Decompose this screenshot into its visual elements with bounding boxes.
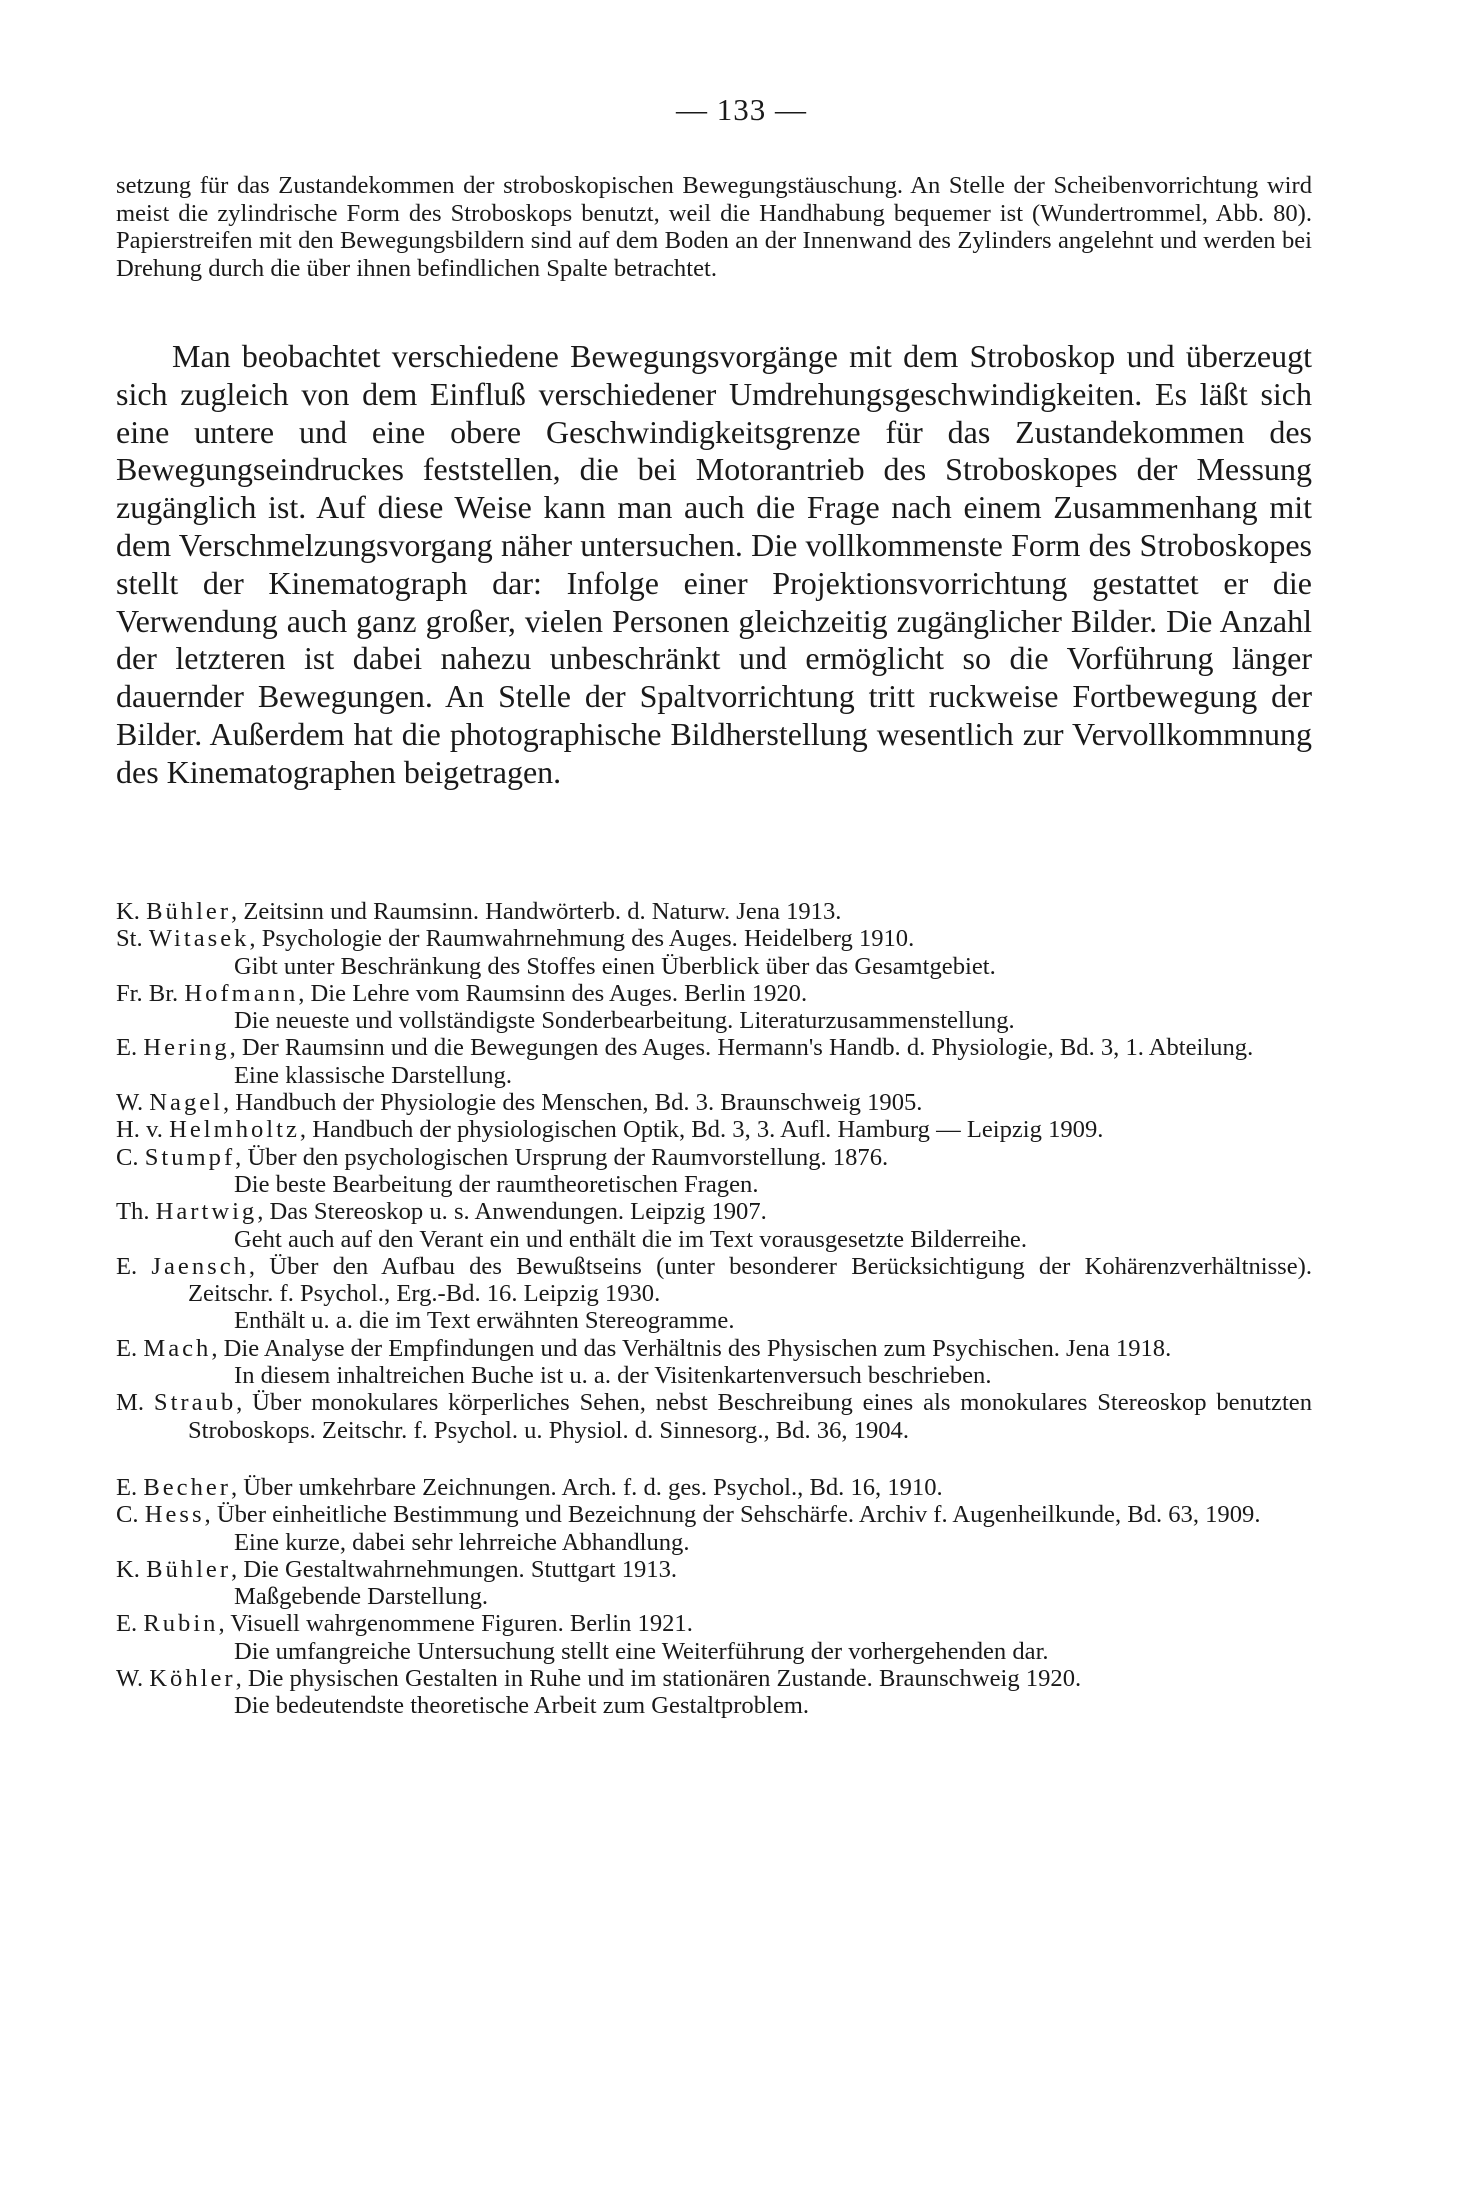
reference-entry	[116, 980, 1312, 1007]
main-text-block	[116, 338, 1312, 792]
reference-initial: H. v.	[116, 1116, 163, 1144]
reference-note: Enthält u. a. die im Text erwähnten Stereogramme.	[234, 1307, 735, 1335]
reference-entry	[116, 1253, 1312, 1308]
reference-entry	[116, 898, 1312, 925]
reference-entry	[116, 1501, 1312, 1528]
reference-author: Mach	[143, 1334, 212, 1362]
reference-entry	[116, 1556, 1312, 1583]
bibliography-group-2	[116, 1474, 1312, 1720]
reference-initial: M.	[116, 1389, 145, 1417]
reference-note: Maßgebende Darstellung.	[234, 1583, 489, 1611]
reference-entry	[116, 1335, 1312, 1362]
page-number: — 133 —	[676, 92, 807, 127]
reference-note: Eine kurze, dabei sehr lehrreiche Abhandlung.	[234, 1528, 690, 1556]
reference-author: Hofmann	[184, 979, 299, 1007]
reference-author: Bühler	[146, 898, 232, 925]
reference-entry	[116, 1089, 1312, 1116]
reference-author: Helmholtz	[169, 1116, 300, 1144]
reference-initial: E.	[116, 1252, 138, 1280]
reference-author: Hess	[144, 1501, 205, 1529]
intro-paragraph: setzung für das Zustandekommen der stroboskopischen Bewegungstäuschung. An Stelle der Scheibenvorrichtung wird meist die zylindrische Form des Stroboskops benutzt, weil die Handhabung bequemer ist (Wundertrommel, Abb. 80). Papierstreifen mit den Bewegungsbildern sind auf dem Boden an der Innenwand des Zylinders angelehnt und werden bei Drehung durch die über ihnen befindlichen Spalte betrachtet.	[116, 172, 1312, 282]
reference-entry	[116, 1389, 1312, 1444]
reference-initial: C.	[116, 1143, 139, 1171]
reference-entry	[116, 1034, 1312, 1061]
reference-entry	[116, 1198, 1312, 1225]
reference-initial: E.	[116, 1473, 138, 1501]
reference-author: Rubin	[143, 1610, 219, 1638]
reference-initial: Th.	[116, 1198, 150, 1226]
reference-initial: St.	[116, 925, 143, 953]
reference-initial: Fr. Br.	[116, 979, 179, 1007]
reference-author: Witasek	[148, 925, 250, 953]
reference-author: Becher	[143, 1473, 231, 1501]
reference-note: Die neueste und vollständigste Sonderbearbeitung. Literaturzusammenstellung.	[234, 1007, 1015, 1035]
reference-initial: E.	[116, 1334, 138, 1362]
reference-initial: W.	[116, 1665, 144, 1693]
reference-author: Stumpf	[144, 1143, 236, 1171]
reference-author: Hering	[143, 1034, 230, 1062]
reference-title: , Über den Aufbau des Bewußtseins (unter besonderer Berücksichtigung der Kohärenzverhältnisse). Zeitschr. f. Psychol., Erg.-Bd. 16. Leipzig 1930.	[188, 1252, 1312, 1308]
reference-title: , Psychologie der Raumwahrnehmung des Auges. Heidelberg 1910.	[249, 925, 915, 953]
reference-title: , Handbuch der Physiologie des Menschen, Bd. 3. Braunschweig 1905.	[223, 1089, 923, 1117]
reference-title: , Zeitsinn und Raumsinn. Handwörterb. d. Naturw. Jena 1913.	[231, 898, 842, 925]
reference-note: Gibt unter Beschränkung des Stoffes einen Überblick über das Gesamtgebiet.	[234, 952, 996, 980]
reference-title: , Über monokulares körperliches Sehen, nebst Beschreibung eines als monokulares Stereoskop benutzten Stroboskops. Zeitschr. f. Psychol. u. Physiol. d. Sinnesorg., Bd. 36, 1904.	[188, 1389, 1312, 1444]
intro-text-block	[116, 172, 1312, 282]
reference-title: , Die Lehre vom Raumsinn des Auges. Berlin 1920.	[298, 979, 808, 1007]
reference-initial: K.	[116, 1555, 140, 1583]
reference-entry	[116, 1144, 1312, 1171]
reference-entry	[116, 1116, 1312, 1143]
bibliography	[116, 898, 1312, 1720]
reference-entry	[116, 1474, 1312, 1501]
reference-note: Eine klassische Darstellung.	[234, 1061, 512, 1089]
reference-initial: W.	[116, 1089, 144, 1117]
reference-title: , Handbuch der physiologischen Optik, Bd. 3, 3. Aufl. Hamburg — Leipzig 1909.	[299, 1116, 1104, 1144]
reference-author: Hartwig	[155, 1198, 258, 1226]
reference-initial: E.	[116, 1610, 138, 1638]
reference-author: Bühler	[146, 1555, 232, 1583]
reference-author: Nagel	[149, 1089, 223, 1117]
reference-initial: E.	[116, 1034, 138, 1062]
group-spacer	[116, 1444, 1312, 1474]
main-paragraph: Man beobachtet verschiedene Bewegungsvorgänge mit dem Stroboskop und überzeugt sich zugleich von dem Einfluß verschiedener Umdrehungsgeschwindigkeiten. Es läßt sich eine untere und eine obere Geschwindigkeitsgrenze für das Zustandekommen des Bewegungseindruckes feststellen, die bei Motorantrieb des Stroboskopes der Messung zugänglich ist. Auf diese Weise kann man auch die Frage nach einem Zusammenhang mit dem Verschmelzungsvorgang näher untersuchen. Die vollkommenste Form des Stroboskopes stellt der Kinematograph dar: Infolge einer Projektionsvorrichtung gestattet er die Verwendung auch ganz großer, vielen Personen gleichzeitig zugänglicher Bilder. Die Anzahl der letzteren ist dabei nahezu unbeschränkt und ermöglicht so die Vorführung länger dauernder Bewegungen. An Stelle der Spaltvorrichtung tritt ruckweise Fortbewegung der Bilder. Außerdem hat die photographische Bildherstellung wesentlich zur Vervollkommnung des Kinematographen beigetragen.	[116, 338, 1312, 790]
reference-title: , Der Raumsinn und die Bewegungen des Auges. Hermann's Handb. d. Physiologie, Bd. 3, 1. Abteilung.	[229, 1034, 1254, 1062]
reference-title: , Visuell wahrgenommene Figuren. Berlin 1921.	[218, 1610, 693, 1638]
reference-entry	[116, 1665, 1312, 1692]
reference-author: Jaensch	[151, 1252, 249, 1280]
reference-note: Die umfangreiche Untersuchung stellt eine Weiterführung der vorhergehenden dar.	[234, 1637, 1049, 1665]
reference-author: Köhler	[149, 1665, 236, 1693]
reference-initial: K.	[116, 898, 140, 925]
reference-note: In diesem inhaltreichen Buche ist u. a. der Visitenkartenversuch beschrieben.	[234, 1362, 992, 1390]
reference-initial: C.	[116, 1501, 139, 1529]
reference-entry	[116, 925, 1312, 952]
reference-title: , Über umkehrbare Zeichnungen. Arch. f. d. ges. Psychol., Bd. 16, 1910.	[230, 1473, 943, 1501]
reference-author: Straub	[153, 1389, 237, 1417]
reference-note: Geht auch auf den Verant ein und enthält die im Text vorausgesetzte Bilderreihe.	[234, 1225, 1027, 1253]
reference-title: , Über den psychologischen Ursprung der Raumvorstellung. 1876.	[235, 1143, 889, 1171]
reference-title: , Das Stereoskop u. s. Anwendungen. Leipzig 1907.	[257, 1198, 767, 1226]
reference-note: Die bedeutendste theoretische Arbeit zum Gestaltproblem.	[234, 1692, 810, 1720]
reference-title: , Die physischen Gestalten in Ruhe und im stationären Zustande. Braunschweig 1920.	[235, 1665, 1082, 1693]
reference-entry	[116, 1610, 1312, 1637]
reference-note: Die beste Bearbeitung der raumtheoretischen Fragen.	[234, 1170, 759, 1198]
reference-title: , Die Gestaltwahrnehmungen. Stuttgart 1913.	[231, 1555, 678, 1583]
reference-title: , Die Analyse der Empfindungen und das Verhältnis des Physischen zum Psychischen. Jena 1918.	[211, 1334, 1172, 1362]
bibliography-group-1	[116, 898, 1312, 1444]
reference-title: , Über einheitliche Bestimmung und Bezeichnung der Sehschärfe. Archiv f. Augenheilkunde, Bd. 63, 1909.	[204, 1501, 1261, 1529]
